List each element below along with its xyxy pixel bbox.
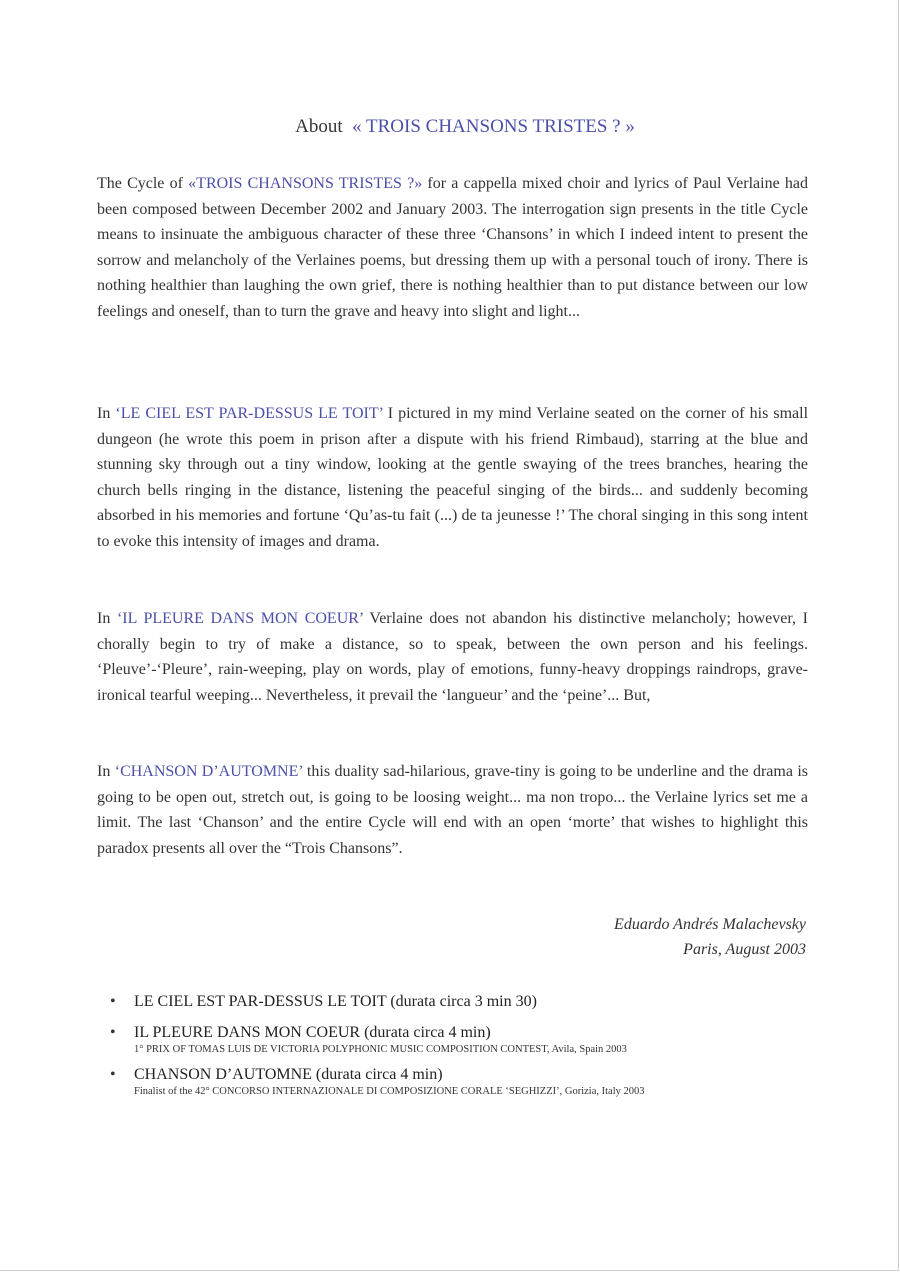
title-prefix: About	[295, 116, 343, 137]
paragraph-lead: In	[97, 405, 116, 422]
paragraph-lead: The Cycle of	[97, 175, 189, 192]
work-title: IL PLEURE DANS MON COEUR (durata circa 4 min)	[134, 1024, 491, 1041]
paragraph-text: this duality sad-hilarious, grave-tiny is going to be underline and the drama is going to be open out, stretch out, is going to be loosing weight... ma non tropo... the Verlaine lyrics set me a limit. The last ‘Chanson’ and the entire Cycle will end with an open ‘morte’ that wishes to highlight this paradox presents all over the “Trois Chansons”.	[97, 763, 808, 857]
intro-paragraph	[97, 171, 808, 324]
work-title: CHANSON D’AUTOMNE (durata circa 4 min)	[134, 1066, 443, 1083]
signature-author: Eduardo Andrés Malachevsky	[614, 916, 806, 933]
paragraph-text: for a cappella mixed choir and lyrics of Paul Verlaine had been composed between December 2002 and January 2003. The interrogation sign presents in the title Cycle means to insinuate the ambiguous character of these three ‘Chansons’ in which I indeed intent to present the sorrow and melancholy of the Verlaines poems, but dressing them up with a personal touch of irony. There is nothing healthier than laughing the own grief, there is nothing healthier than to put distance between our low feelings and oneself, than to turn the grave and heavy into slight and light...	[97, 175, 809, 320]
paragraph-lead: In	[97, 763, 115, 780]
work-award-note: 1° PRIX OF TOMAS LUIS DE VICTORIA POLYPHONIC MUSIC COMPOSITION CONTEST, Avila, Spain 2003	[134, 1044, 627, 1055]
list-item	[110, 1021, 810, 1056]
paragraph-text: I pictured in my mind Verlaine seated on the corner of his small dungeon (he wrote this poem in prison after a dispute with his friend Rimbaud), starring at the blue and stunning sky through out a tiny window, looking at the gentle swaying of the trees branches, hearing the church bells ringing in the distance, listening the peaceful singing of the birds... and suddenly becoming absorbed in his memories and fortune ‘Qu’as-tu fait (...) de ta jeunesse !’ The choral singing in this song intent to evoke this intensity of images and drama.	[97, 405, 809, 550]
title-cycle-name: « TROIS CHANSONS TRISTES ? »	[352, 116, 635, 137]
automne-paragraph	[97, 759, 808, 861]
work-award-note: Finalist of the 42° CONCORSO INTERNAZIONALE DI COMPOSIZIONE CORALE ‘SEGHIZZI’, Gorizia, Italy 2003	[134, 1086, 645, 1097]
paragraph-highlight: ‘LE CIEL EST PAR-DESSUS LE TOIT’	[115, 405, 383, 422]
bullet-icon: •	[110, 993, 116, 1010]
list-item	[110, 990, 810, 1014]
ciel-paragraph	[97, 401, 808, 554]
signature-block	[614, 912, 806, 962]
work-title: LE CIEL EST PAR-DESSUS LE TOIT (durata circa 3 min 30)	[134, 993, 537, 1010]
signature-place-date: Paris, August 2003	[683, 941, 806, 958]
bullet-icon: •	[110, 1066, 116, 1083]
works-list	[110, 990, 810, 1105]
bullet-icon: •	[110, 1024, 116, 1041]
paragraph-lead: In	[97, 610, 117, 627]
paragraph-highlight: «TROIS CHANSONS TRISTES ?»	[188, 175, 423, 192]
list-item	[110, 1063, 810, 1098]
page-title	[0, 115, 900, 139]
pleure-paragraph	[97, 606, 808, 708]
paragraph-highlight: ‘IL PLEURE DANS MON COEUR’	[116, 610, 364, 627]
paragraph-highlight: ‘CHANSON D’AUTOMNE’	[114, 763, 303, 780]
paragraph-text: Verlaine does not abandon his distinctive melancholy; however, I chorally begin to try of make a distance, so to speak, between the own person and his feelings. ‘Pleuve’-‘Pleure’, rain-weeping, play on words, play of emotions, funny-heavy droppings raindrops, grave-ironical tearful weeping... Nevertheless, it prevail the ‘langueur’ and the ‘peine’... But,	[97, 610, 809, 704]
